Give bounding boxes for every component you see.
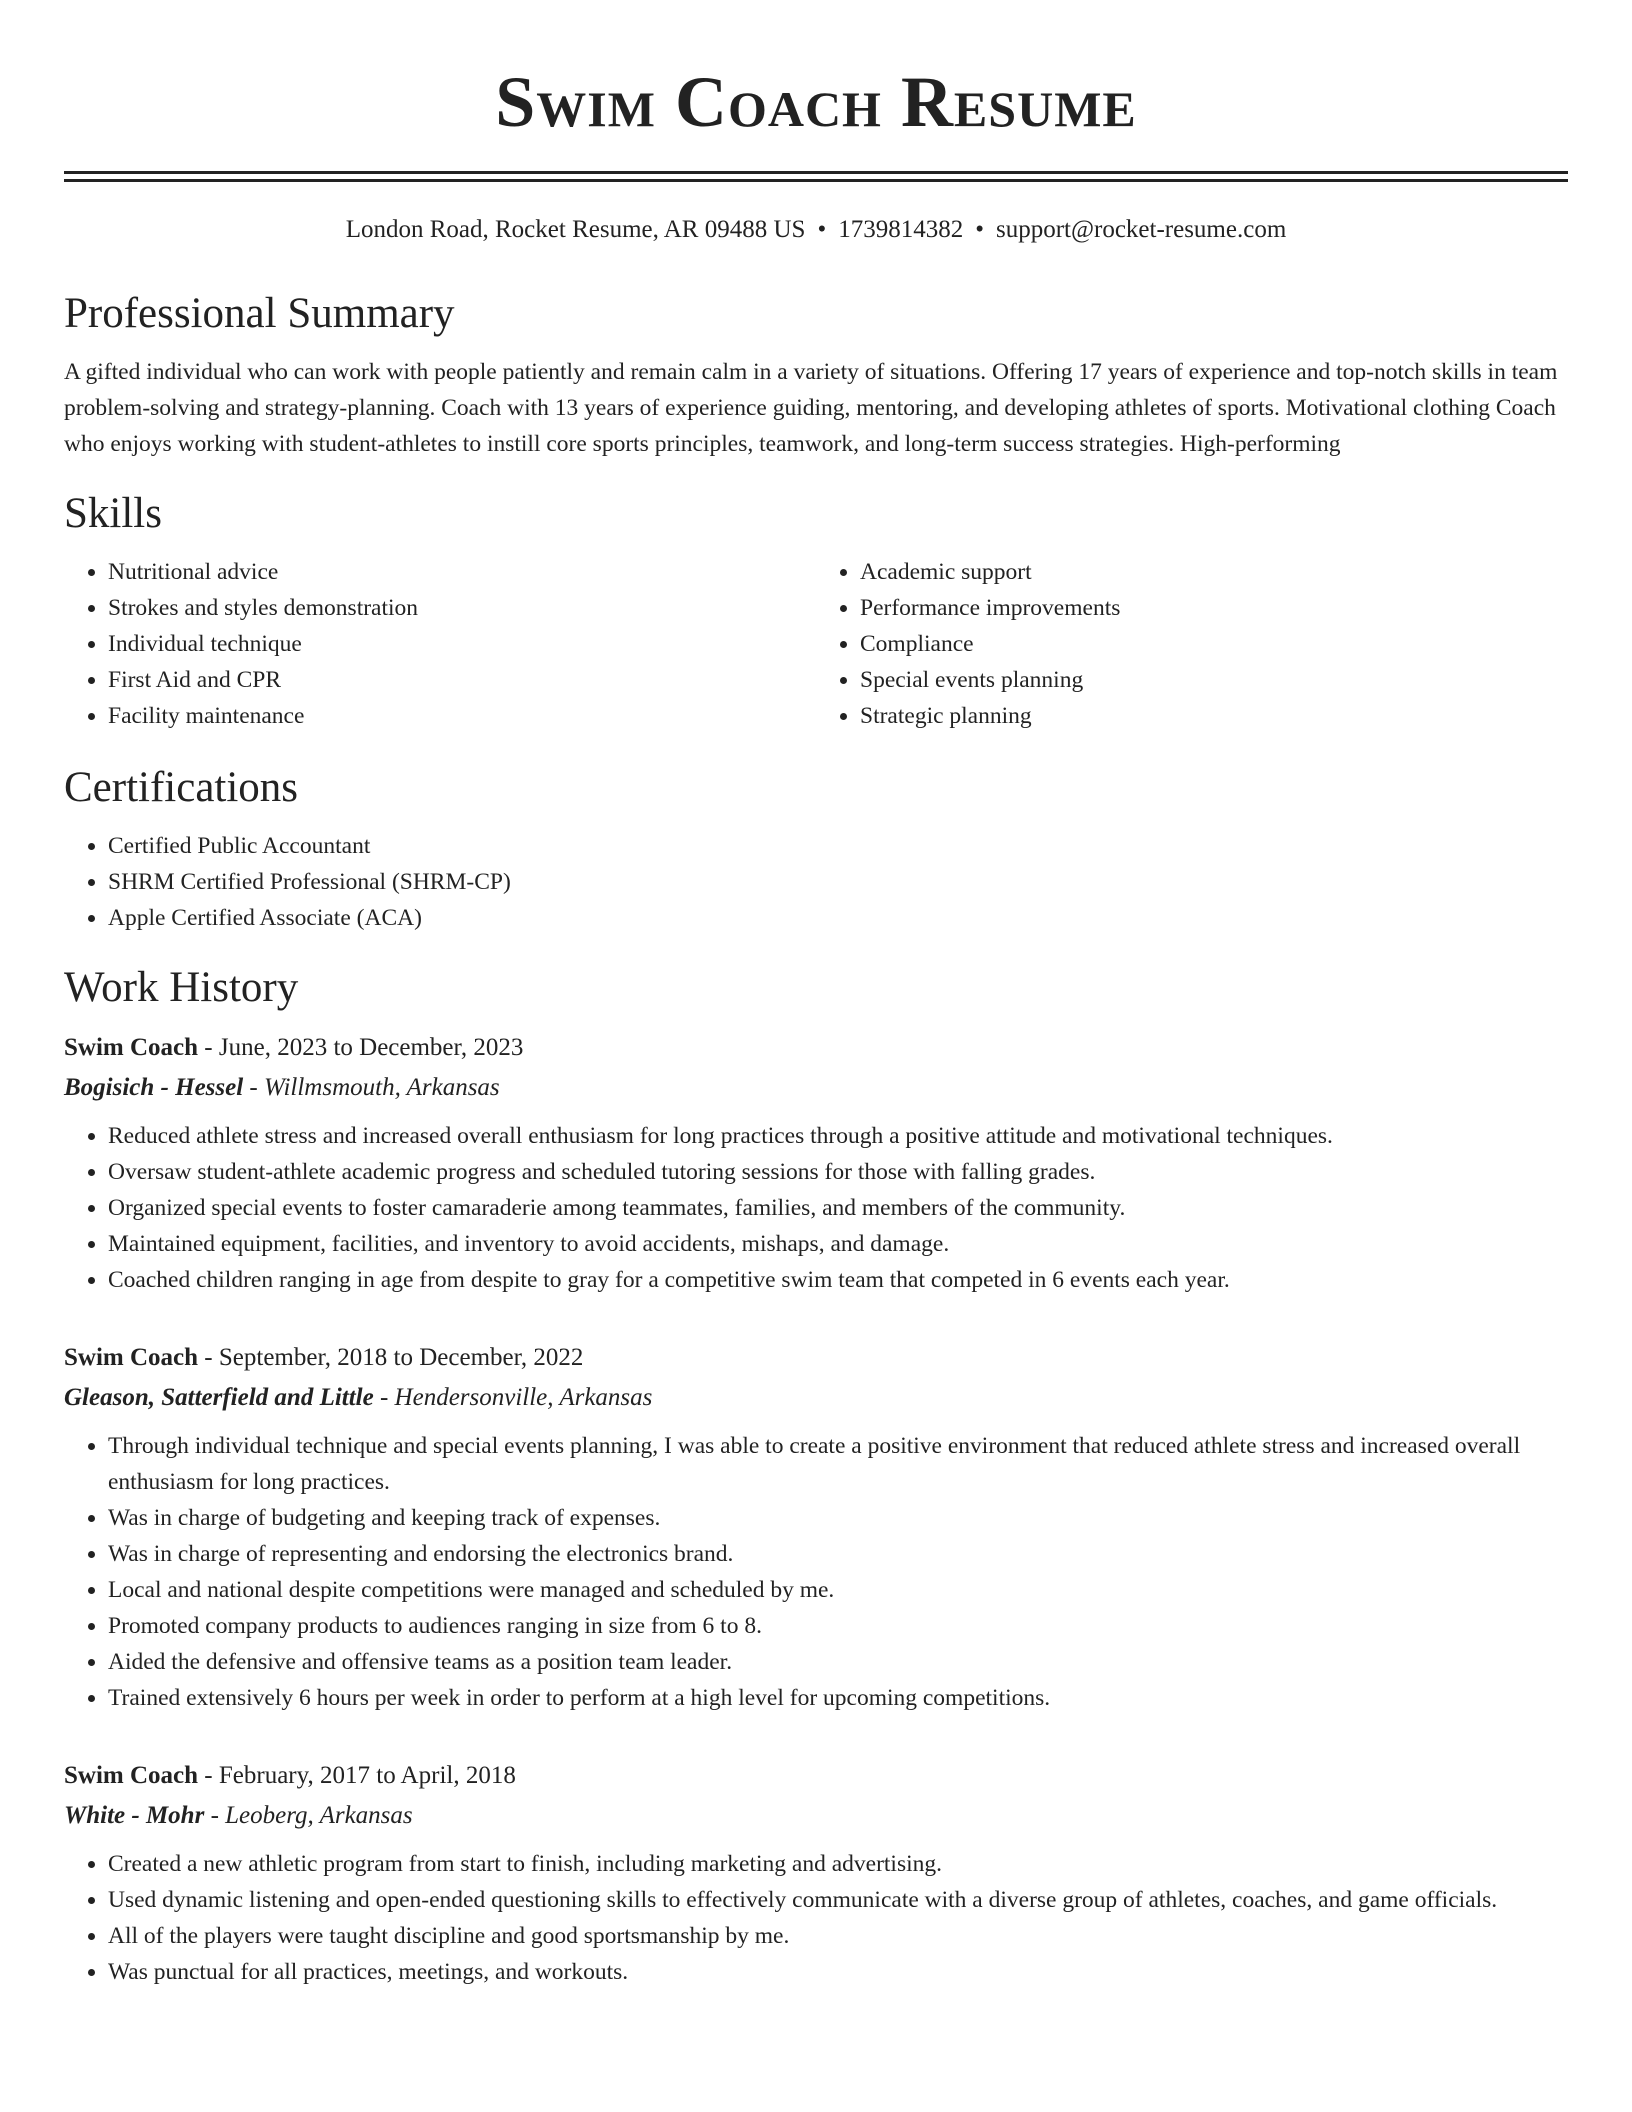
- job-company-line: [64, 1796, 1568, 1836]
- job-title-line: [64, 1338, 1568, 1378]
- job-entry: [64, 1756, 1568, 1990]
- list-item: • Trained extensively 6 hours per week in order to perform at a high level for upcoming competitions.: [108, 1680, 1568, 1716]
- job-title: Swim Coach: [64, 1034, 199, 1061]
- list-item: • Compliance: [860, 626, 1568, 662]
- contact-separator: •: [817, 216, 827, 243]
- work-history-list: [64, 1028, 1568, 1990]
- list-item: • Promoted company products to audiences ranging in size from 6 to 8.: [108, 1608, 1568, 1644]
- list-item: • Was punctual for all practices, meetings, and workouts.: [108, 1954, 1568, 1990]
- job-dates: - June, 2023 to December, 2023: [198, 1034, 524, 1061]
- job-title-line: [64, 1028, 1568, 1068]
- list-item: • Special events planning: [860, 662, 1568, 698]
- job-dates: - February, 2017 to April, 2018: [198, 1762, 516, 1789]
- list-item: • Through individual technique and special events planning, I was able to create a positive environment that reduced athlete stress and increased overall enthusiasm for long practices.: [108, 1428, 1568, 1500]
- list-item: • Oversaw student-athlete academic progress and scheduled tutoring sessions for those with falling grades.: [108, 1154, 1568, 1190]
- job-company: Bogisich - Hessel: [64, 1074, 244, 1101]
- contact-line: [64, 214, 1568, 246]
- job-company-line: [64, 1068, 1568, 1108]
- list-item: • Created a new athletic program from start to finish, including marketing and advertising.: [108, 1846, 1568, 1882]
- job-location: - Leoberg, Arkansas: [204, 1802, 413, 1829]
- list-item: • First Aid and CPR: [108, 662, 816, 698]
- job-company: Gleason, Satterfield and Little: [64, 1384, 374, 1411]
- job-bullets: [64, 1118, 1568, 1298]
- list-item: • Local and national despite competitions were managed and scheduled by me.: [108, 1572, 1568, 1608]
- list-item: • All of the players were taught discipline and good sportsmanship by me.: [108, 1918, 1568, 1954]
- list-item: • Was in charge of representing and endorsing the electronics brand.: [108, 1536, 1568, 1572]
- title-double-rule: [64, 171, 1568, 182]
- job-company-line: [64, 1378, 1568, 1418]
- contact-address: London Road, Rocket Resume, AR 09488 US: [345, 216, 806, 243]
- contact-email[interactable]: support@rocket-resume.com: [995, 216, 1287, 243]
- list-item: • SHRM Certified Professional (SHRM-CP): [108, 864, 1568, 900]
- list-item: • Performance improvements: [860, 590, 1568, 626]
- list-item: • Organized special events to foster camaraderie among teammates, families, and members of the community.: [108, 1190, 1568, 1226]
- skills-heading: Skills: [64, 490, 162, 537]
- list-item: • Facility maintenance: [108, 698, 816, 734]
- list-item: • Certified Public Accountant: [108, 828, 1568, 864]
- list-item: • Used dynamic listening and open-ended questioning skills to effectively communicate with a diverse group of athletes, coaches, and game officials.: [108, 1882, 1568, 1918]
- skills-list-left: [64, 554, 816, 734]
- job-title: Swim Coach: [64, 1762, 199, 1789]
- job-dates: - September, 2018 to December, 2022: [198, 1344, 584, 1371]
- job-company: White - Mohr: [64, 1802, 205, 1829]
- list-item: • Apple Certified Associate (ACA): [108, 900, 1568, 936]
- list-item: • Academic support: [860, 554, 1568, 590]
- summary-heading: Professional Summary: [64, 290, 455, 337]
- job-entry: [64, 1338, 1568, 1716]
- job-title-line: [64, 1756, 1568, 1796]
- list-item: • Aided the defensive and offensive teams as a position team leader.: [108, 1644, 1568, 1680]
- list-item: • Individual technique: [108, 626, 816, 662]
- certifications-list: [64, 828, 1568, 936]
- work-history-heading: Work History: [64, 964, 299, 1011]
- list-item: • Maintained equipment, facilities, and inventory to avoid accidents, mishaps, and damage.: [108, 1226, 1568, 1262]
- list-item: • Strokes and styles demonstration: [108, 590, 816, 626]
- job-title: Swim Coach: [64, 1344, 199, 1371]
- contact-phone: 1739814382: [838, 216, 964, 243]
- list-item: • Reduced athlete stress and increased overall enthusiasm for long practices through a positive attitude and motivational techniques.: [108, 1118, 1568, 1154]
- resume-title: Swim Coach Resume: [495, 62, 1137, 142]
- list-item: • Was in charge of budgeting and keeping track of expenses.: [108, 1500, 1568, 1536]
- job-bullets: [64, 1428, 1568, 1716]
- contact-separator: •: [975, 216, 984, 243]
- job-location: - Willmsmouth, Arkansas: [243, 1074, 500, 1101]
- job-location: - Hendersonville, Arkansas: [373, 1384, 653, 1411]
- list-item: • Strategic planning: [860, 698, 1568, 734]
- job-bullets: [64, 1846, 1568, 1990]
- summary-text: A gifted individual who can work with people patiently and remain calm in a variety of situations. Offering 17 years of experience and top-notch skills in team problem-solving and strategy-planning. Coach with 13 years of experience guiding, mentoring, and developing athletes of sports. Motivational clothing Coach who enjoys working with student-athletes to instill core sports principles, teamwork, and long-term success strategies. High-performing: [64, 359, 1558, 457]
- skills-list-right: [816, 554, 1568, 734]
- list-item: • Nutritional advice: [108, 554, 816, 590]
- list-item: • Coached children ranging in age from despite to gray for a competitive swim team that competed in 6 events each year.: [108, 1262, 1568, 1298]
- certifications-heading: Certifications: [64, 764, 299, 811]
- job-entry: [64, 1028, 1568, 1298]
- skills-columns: [64, 554, 1568, 734]
